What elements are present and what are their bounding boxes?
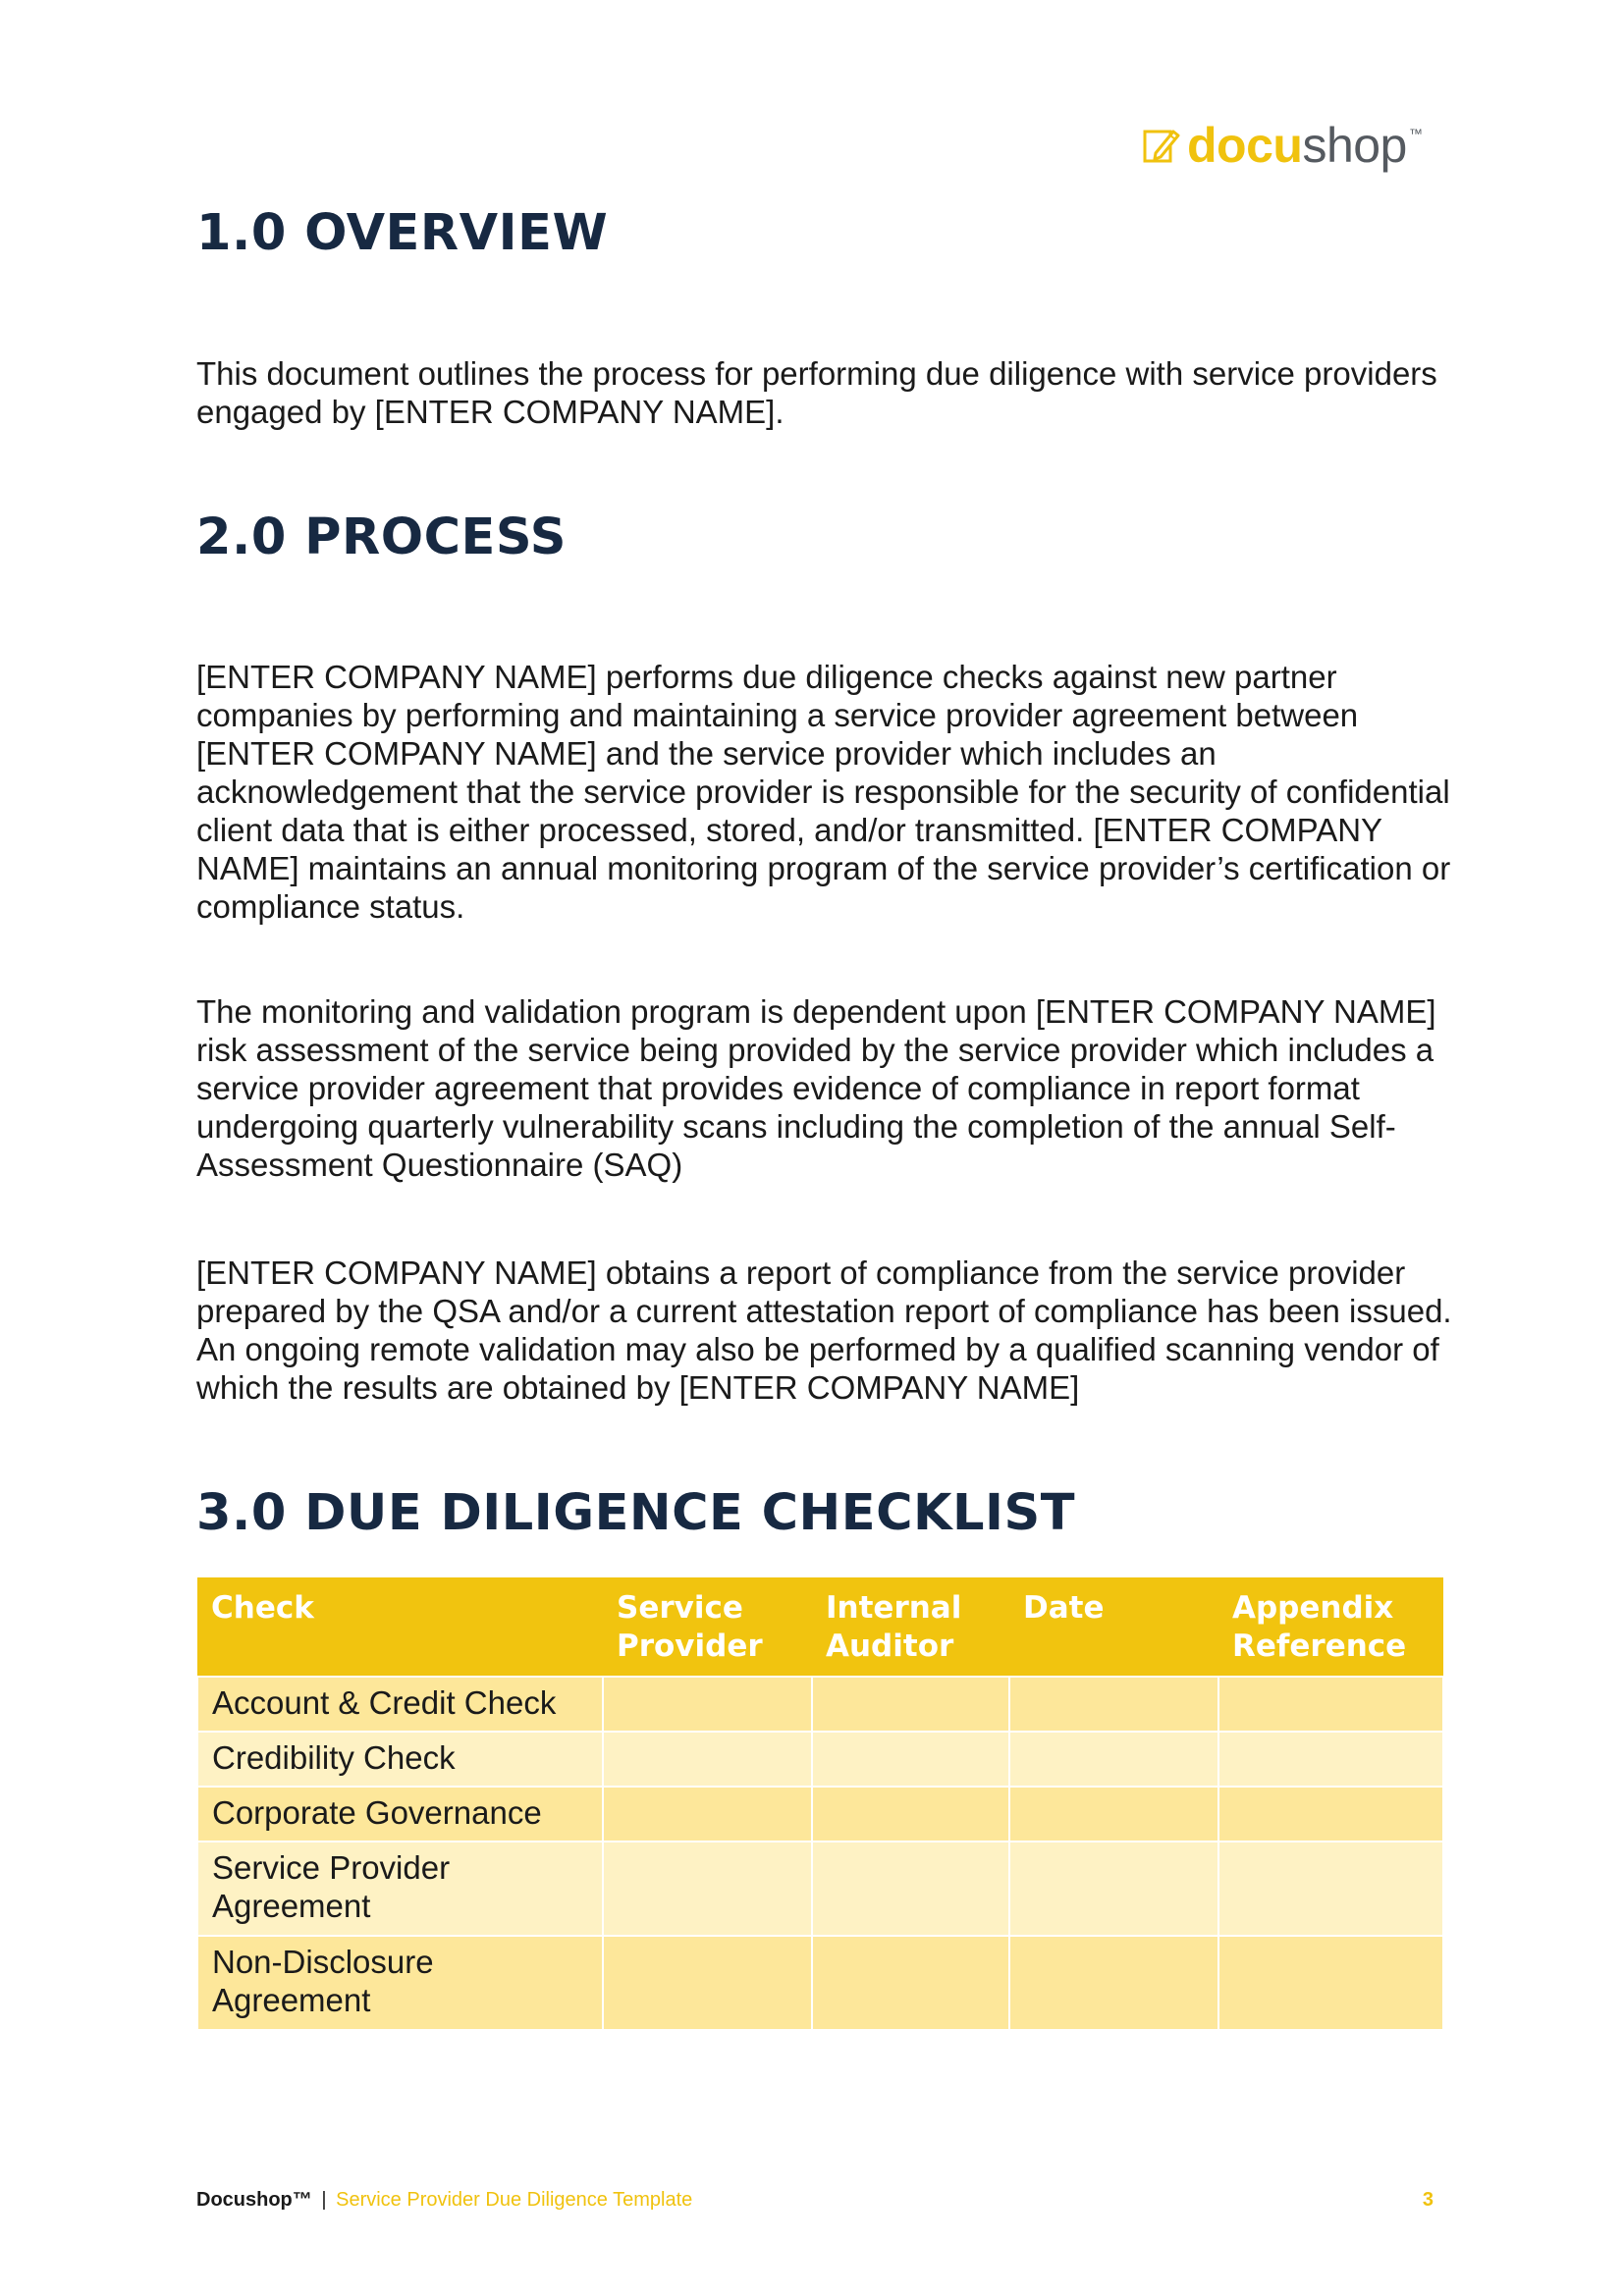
footer-separator: | <box>321 2189 327 2211</box>
section-heading-process: 2.0 PROCESS <box>196 508 568 566</box>
logo-wordmark <box>1187 118 1407 173</box>
service-provider-cell[interactable] <box>603 1842 812 1936</box>
date-cell[interactable] <box>1009 1842 1218 1936</box>
check-name-cell: Corporate Governance <box>197 1787 603 1842</box>
internal-auditor-cell[interactable] <box>812 1732 1009 1787</box>
appendix-reference-cell[interactable] <box>1218 1936 1443 2030</box>
process-paragraph-2: The monitoring and validation program is dependent upon [ENTER COMPANY NAME] risk assessment of the service being provided by the service provider which includes a service provider agreement that provides evidence of compliance in report format undergoing quarterly vulnerability scans including the completion of the annual Self-Assessment Questionnaire (SAQ) <box>196 993 1436 1183</box>
appendix-reference-cell[interactable] <box>1218 1732 1443 1787</box>
due-diligence-checklist-table <box>196 1577 1444 2031</box>
appendix-reference-cell[interactable] <box>1218 1842 1443 1936</box>
process-paragraph-3: [ENTER COMPANY NAME] obtains a report of compliance from the service provider prepared by the QSA and/or a current attestation report of compliance has been issued. An ongoing remote validation may also be performed by a qualified scanning vendor of which the results are obtained by [ENTER COMPANY NAME] <box>196 1255 1452 1406</box>
table-row <box>197 1732 1443 1787</box>
column-header-check: Check <box>197 1577 603 1677</box>
docushop-logo <box>1142 118 1423 173</box>
column-header-appendix-reference: Appendix Reference <box>1218 1577 1443 1677</box>
column-header-date: Date <box>1009 1577 1218 1677</box>
check-name-cell: Account & Credit Check <box>197 1677 603 1732</box>
service-provider-cell[interactable] <box>603 1936 812 2030</box>
internal-auditor-cell[interactable] <box>812 1787 1009 1842</box>
process-paragraph-1: [ENTER COMPANY NAME] performs due diligence checks against new partner companies by performing and maintaining a service provider agreement between [ENTER COMPANY NAME] and the service provider which includes an acknowledgement that the service provider is responsible for the security of confidential client data that is either processed, stored, and/or transmitted. [ENTER COMPANY NAME] maintains an annual monitoring program of the service provider’s certification or compliance status. <box>196 659 1451 925</box>
date-cell[interactable] <box>1009 1677 1218 1732</box>
appendix-reference-cell[interactable] <box>1218 1677 1443 1732</box>
internal-auditor-cell[interactable] <box>812 1677 1009 1732</box>
footer-brand: Docushop™ <box>196 2189 312 2211</box>
page-footer <box>196 2187 692 2213</box>
section-heading-checklist: 3.0 DUE DILIGENCE CHECKLIST <box>196 1484 1076 1542</box>
internal-auditor-cell[interactable] <box>812 1936 1009 2030</box>
column-header-service-provider: Service Provider <box>603 1577 812 1677</box>
logo-shop: shop <box>1302 118 1407 173</box>
service-provider-cell[interactable] <box>603 1732 812 1787</box>
table-row <box>197 1936 1443 2030</box>
table-row <box>197 1787 1443 1842</box>
overview-paragraph: This document outlines the process for performing due diligence with service providers engaged by [ENTER COMPANY NAME]. <box>196 355 1437 430</box>
date-cell[interactable] <box>1009 1936 1218 2030</box>
logo-trademark: ™ <box>1408 126 1423 141</box>
table-header-row <box>197 1577 1443 1677</box>
footer-document-title: Service Provider Due Diligence Template <box>336 2189 693 2211</box>
date-cell[interactable] <box>1009 1787 1218 1842</box>
page-number: 3 <box>1422 2189 1434 2211</box>
check-name-cell: Service Provider Agreement <box>197 1842 603 1936</box>
date-cell[interactable] <box>1009 1732 1218 1787</box>
column-header-internal-auditor: Internal Auditor <box>812 1577 1009 1677</box>
table-row <box>197 1677 1443 1732</box>
section-heading-overview: 1.0 OVERVIEW <box>196 204 609 262</box>
check-name-cell: Non-Disclosure Agreement <box>197 1936 603 2030</box>
table-row <box>197 1842 1443 1936</box>
appendix-reference-cell[interactable] <box>1218 1787 1443 1842</box>
internal-auditor-cell[interactable] <box>812 1842 1009 1936</box>
service-provider-cell[interactable] <box>603 1677 812 1732</box>
pencil-document-icon <box>1142 126 1181 165</box>
service-provider-cell[interactable] <box>603 1787 812 1842</box>
check-name-cell: Credibility Check <box>197 1732 603 1787</box>
logo-docu: docu <box>1187 118 1303 173</box>
